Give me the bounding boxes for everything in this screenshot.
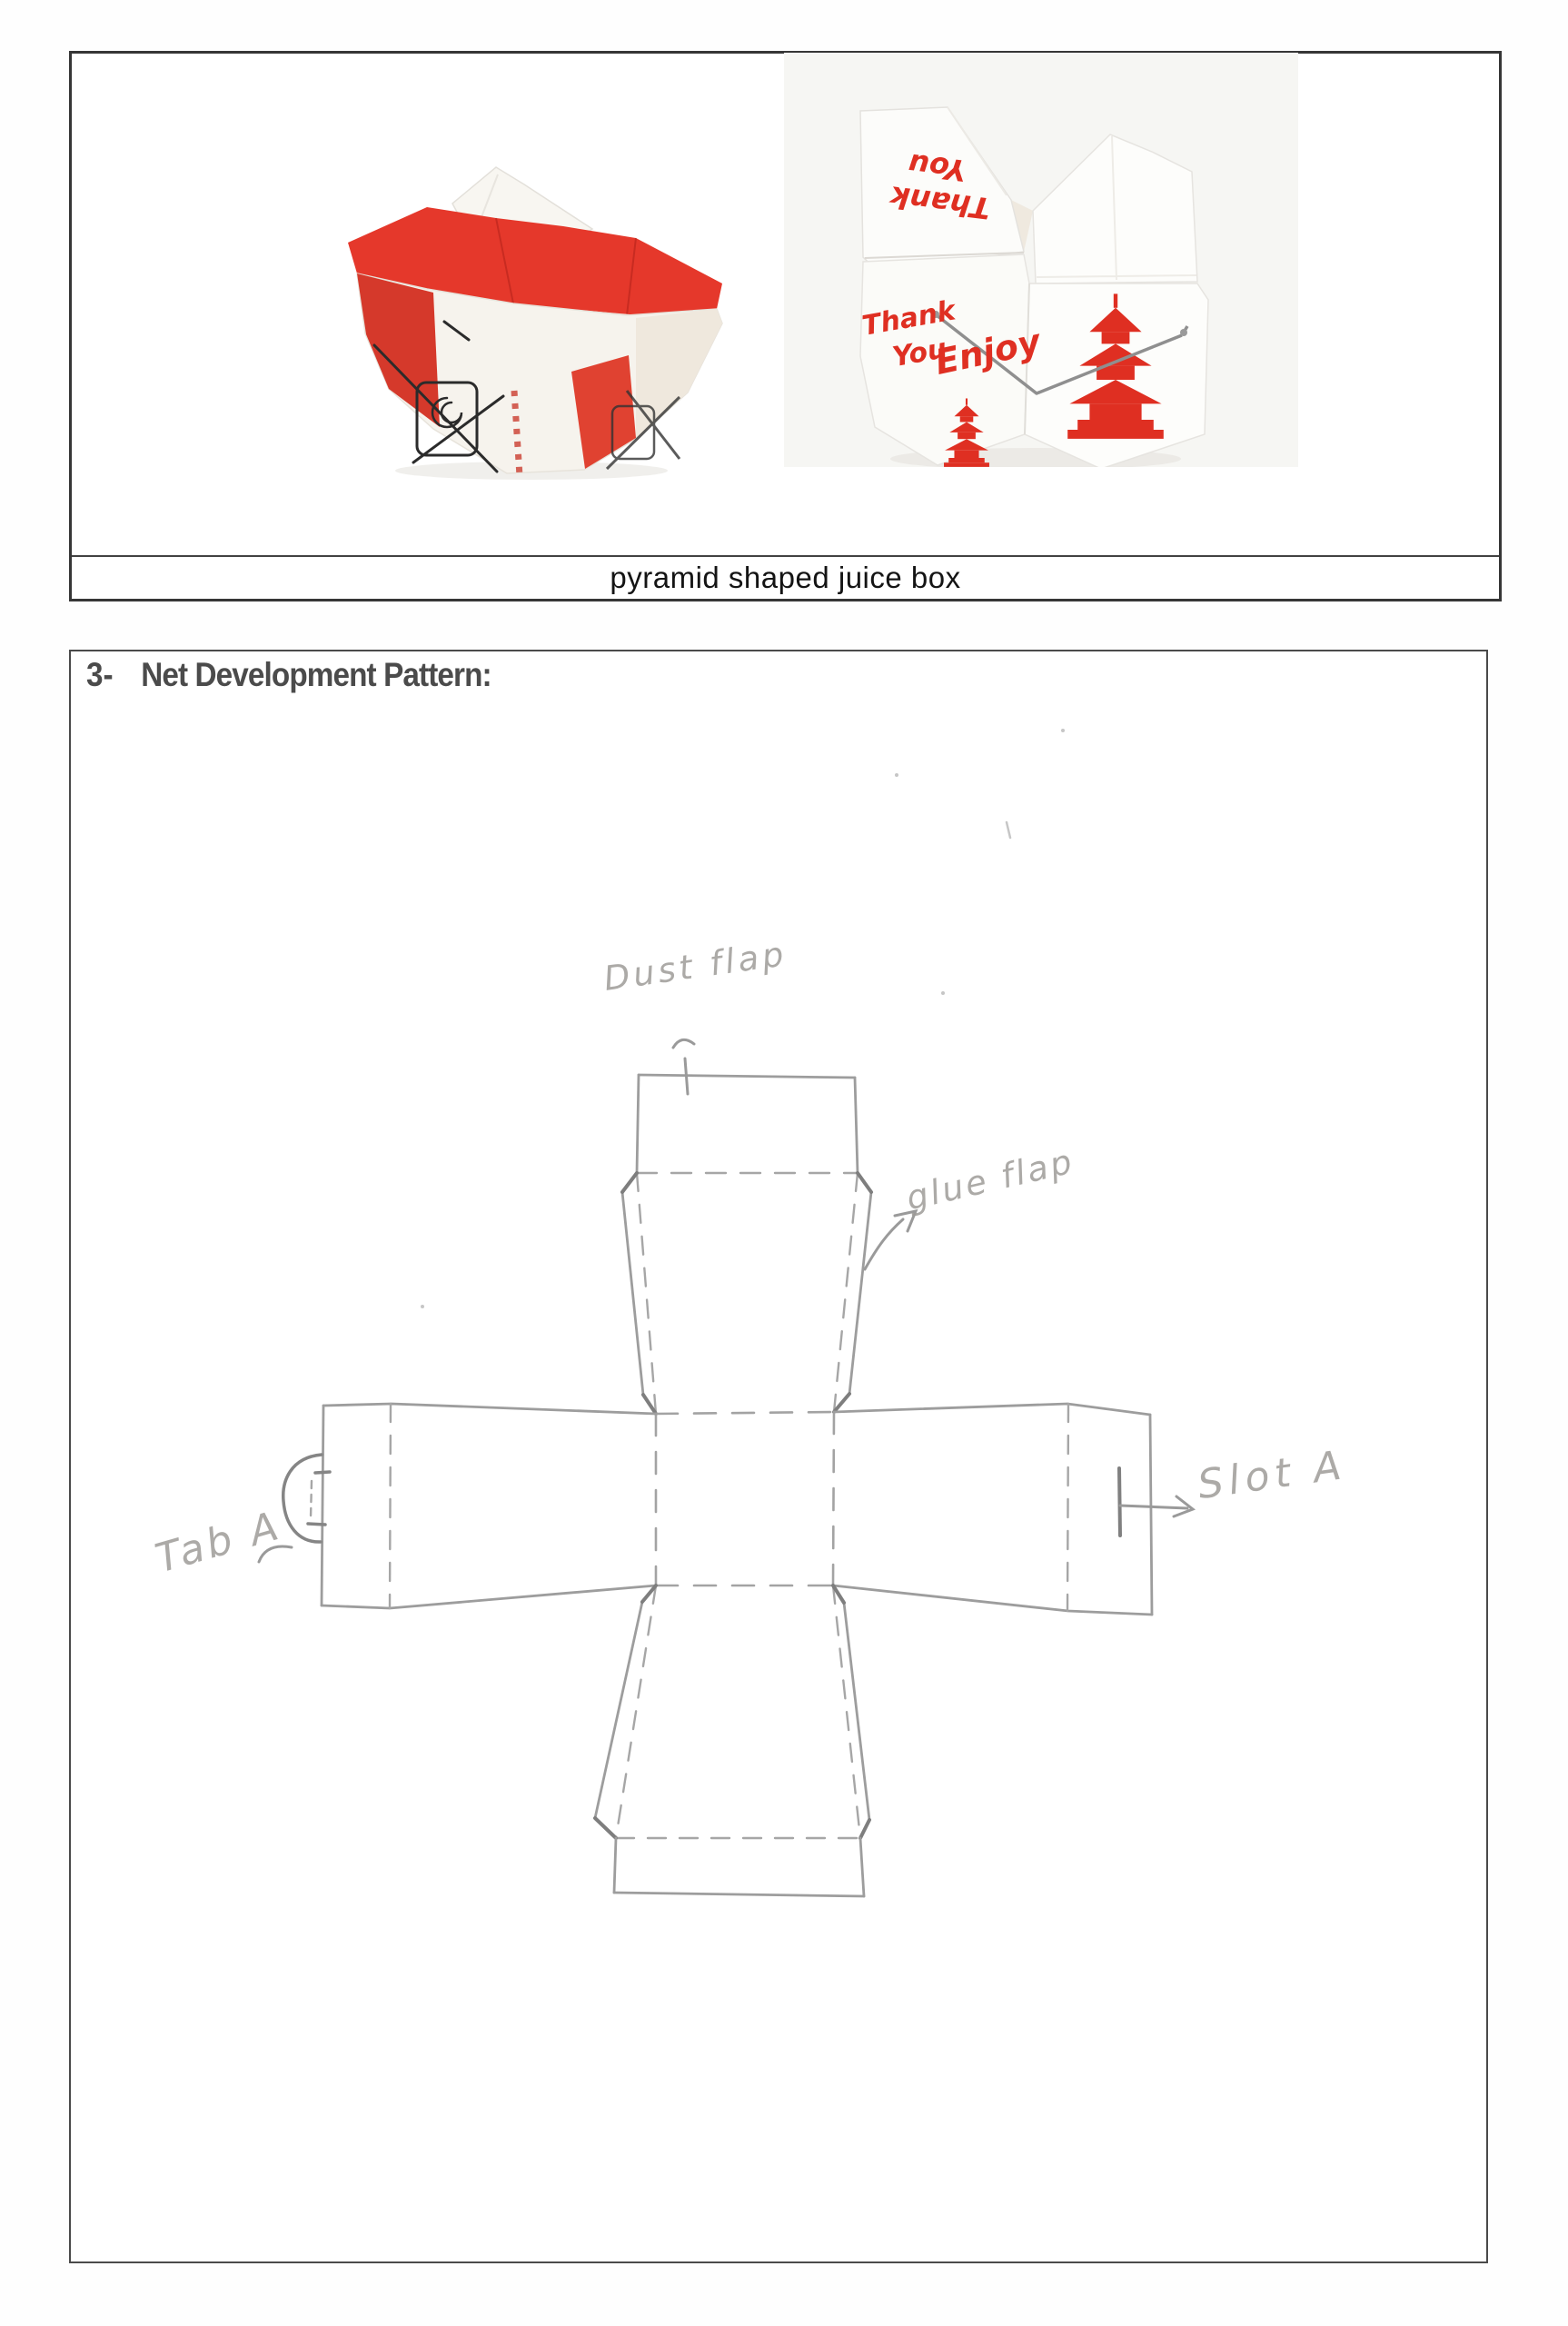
- figure-caption: pyramid shaped juice box: [610, 561, 961, 594]
- red-takeout-box-illustration: [348, 167, 722, 476]
- glue-flap-label: glue flap: [902, 1141, 1078, 1218]
- dust-flap-label: Dust flap: [600, 934, 789, 999]
- section-title: Net Development Pattern:: [141, 656, 491, 693]
- slot-a-label: Slot A: [1195, 1441, 1350, 1509]
- side-you-text: You: [889, 333, 949, 374]
- left-red-panel: [357, 273, 440, 427]
- flap-text-line1: Thank: [888, 179, 993, 226]
- closed-takeout-box-photo: [323, 118, 777, 491]
- section-number: 3-: [86, 656, 114, 693]
- tab-a-label: Tab A: [150, 1502, 287, 1583]
- side-thank-text: Thank: [859, 294, 958, 343]
- figure-caption-row: [72, 555, 1499, 599]
- section-header: [86, 656, 491, 694]
- open-takeout-box-photo: [784, 53, 1298, 467]
- flap-text-line2: You: [906, 146, 968, 188]
- enjoy-text: Enjoy: [931, 321, 1045, 383]
